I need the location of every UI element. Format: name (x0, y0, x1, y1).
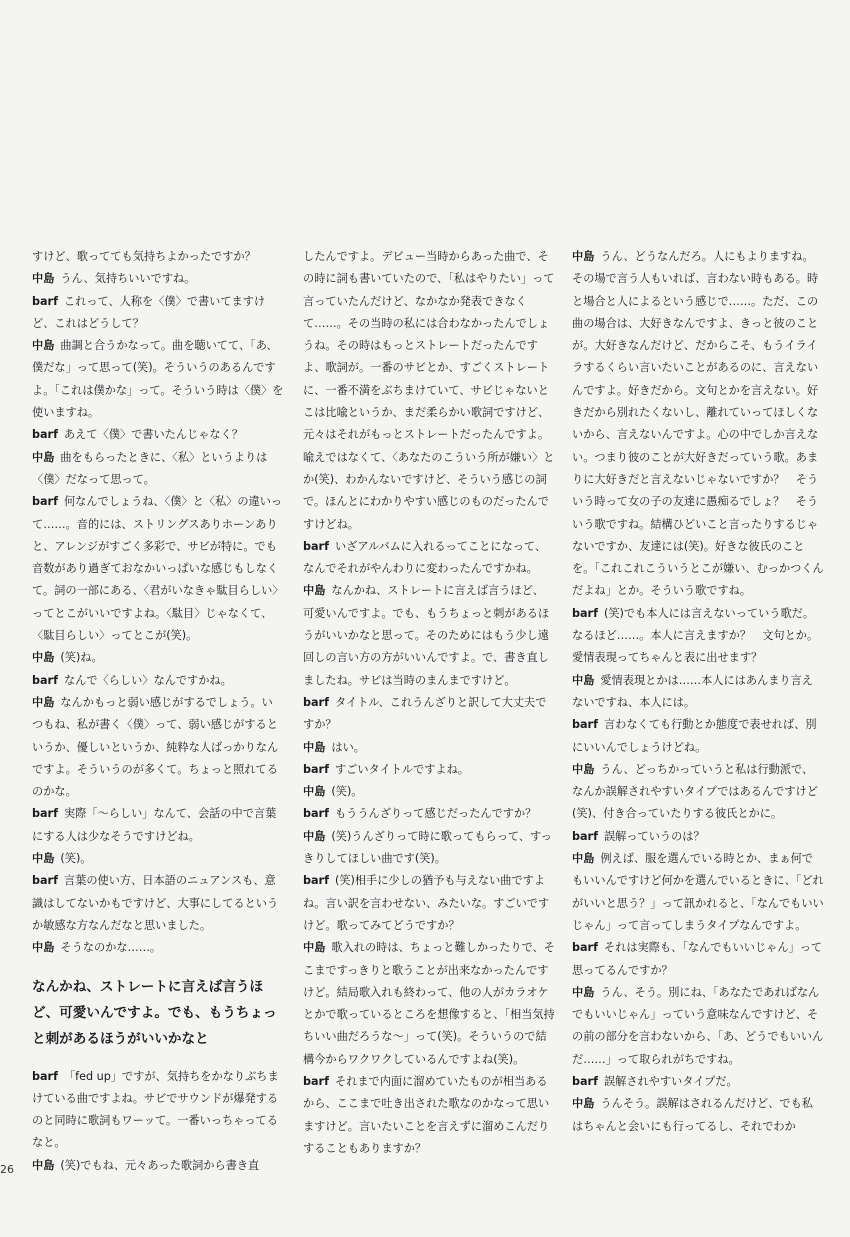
paragraph-text: 歌入れの時は、ちょっと難しかったりで、そこまですっきりと歌うことが出来なかったんですけど。結局歌入れも終わって、他の人がカラオケとかで歌っているところを想像すると、「相当気持ちいい曲だろうな～」って(笑)。そういうので結構今からワクワクしているんですよね(笑)。 (303, 941, 555, 1066)
speaker-label: 中島 (32, 272, 55, 286)
speaker-label: barf (572, 1074, 598, 1088)
text-column-1 (32, 246, 284, 1177)
interview-paragraph (572, 982, 824, 1071)
paragraph-text: うん、気持ちいいですね。 (60, 272, 196, 286)
speaker-label: barf (32, 673, 58, 687)
paragraph-text: 言葉の使い方、日本語のニュアンスも、意識はしてないかもですけど、大事にしてるというか敏感な方なんだなと思いました。 (32, 874, 279, 932)
interview-paragraph (572, 937, 824, 982)
paragraph-text: なんかね、ストレートに言えば言うほど、可愛いんですよ。でも、もうちょっと刺があるほうがいいかなと思って。そのためにはもう少し遠回しの言い方の方がいいんですよ。で、書き直しましたね。サビは当時のまんまですけど。 (303, 584, 550, 687)
paragraph-text: 愛情表現とかは……本人にはあんまり言えないですね、本人には。 (572, 673, 813, 709)
interview-paragraph (32, 670, 284, 692)
paragraph-text: (笑)でもね、元々あった歌詞から書き直 (60, 1158, 260, 1172)
interview-paragraph (572, 603, 824, 670)
interview-paragraph (572, 759, 824, 826)
paragraph-text: (笑)でも本人には言えないっていう歌だ。なるほど……。本人に言えますか？ 文句とか。愛情表現ってちゃんと表に出せます？ (572, 606, 819, 665)
paragraph-text: そうなのかな……。 (60, 941, 162, 955)
text-column-3 (572, 246, 824, 1138)
interview-paragraph (303, 692, 555, 737)
paragraph-text: 実際「～らしい」なんて、会話の中で言葉にする人は少なそうですけどね。 (32, 807, 277, 843)
speaker-label: 中島 (303, 785, 326, 799)
interview-paragraph (32, 424, 284, 446)
interview-paragraph (303, 781, 555, 803)
speaker-label: 中島 (303, 941, 326, 955)
paragraph-text: 言わなくても行動とか態度で表せれば、別にいいんでしょうけどね。 (572, 718, 817, 754)
paragraph-text: 曲調と合うかなって。曲を聴いてて、「あ、僕だな」って思って(笑)。そういうのあるんですよ。「これは僕かな」って。そういう時は〈僕〉を使いますね。 (32, 339, 284, 420)
interview-paragraph (32, 268, 284, 290)
speaker-label: barf (32, 294, 58, 308)
page-number: 26 (0, 1163, 14, 1176)
interview-paragraph (303, 536, 555, 581)
speaker-label: barf (303, 874, 329, 888)
speaker-label: barf (572, 829, 598, 843)
interview-paragraph (303, 803, 555, 825)
speaker-label: 中島 (32, 651, 55, 665)
interview-paragraph (572, 826, 824, 848)
interview-paragraph (32, 848, 284, 870)
speaker-label: 中島 (572, 673, 595, 687)
speaker-label: 中島 (32, 852, 55, 866)
interview-paragraph (572, 1071, 824, 1093)
interview-paragraph (32, 447, 284, 492)
paragraph-text: 例えば、服を選んでいる時とか、まぁ何でもいいんですけど何かを選んでいるときに、「どれがいいと思う？」って訊かれると、「なんでもいいじゃん」って言ってしまうタイプなんですよ。 (572, 852, 824, 932)
paragraph-text: (笑)ね。 (60, 651, 103, 665)
interview-paragraph (303, 580, 555, 691)
speaker-label: barf (32, 495, 58, 509)
interview-paragraph (32, 803, 284, 848)
interview-paragraph (303, 1071, 555, 1160)
paragraph-text: うん、そう。別にね、「あなたであればなんでもいいじゃん」っていう意味なんですけど、その前の部分を言わないから、「あ、どうでもいいんだ……」って取られがちですね。 (572, 985, 824, 1066)
paragraph-text: これって、人称を〈僕〉で書いてますけど、これはどうして？ (32, 294, 266, 330)
paragraph-text: なんで〈らしい〉なんですかね。 (63, 673, 232, 687)
interview-paragraph (32, 937, 284, 959)
interview-paragraph (572, 1093, 824, 1138)
paragraph-text: うん、どっちかっていうと私は行動派で、なんか誤解されやすいタイプではあるんですけど(笑)、付き合っていたりする彼氏とかに。 (572, 762, 818, 821)
speaker-label: barf (303, 1074, 329, 1088)
speaker-label: barf (32, 807, 58, 821)
speaker-label: barf (32, 874, 58, 888)
interview-paragraph (32, 647, 284, 669)
interview-paragraph (572, 670, 824, 715)
speaker-label: barf (572, 606, 598, 620)
paragraph-text: すけど、歌ってても気持ちよかったですか？ (32, 250, 256, 263)
interview-paragraph (303, 246, 555, 536)
paragraph-text: うん、どうなんだろ。人にもよりますね。その場で言う人もいれば、言わない時もある。時と場合と人によるという感じで……。ただ、この曲の場合は、大好きなんですよ、きっと彼のことが。大好きなんだけど、だからこそ、もうイライラするくらい言いたいことがあるのに、言えないんですよ。好きだから。文句とかを言えない。好きだから別れたくないし、離れていってほしくないから、言えないんですよ。心の中でしか言えない。つまり彼のことが大好きだっていう歌。あまりに大好きだと言えないじゃないですか？ そういう時って女の子の友達に愚痴るでしょ？ そういう歌ですね。結構ひどいこと言ったりするじゃないですか、友達には(笑)。好きな彼氏のことを。「これこれこういうとこが嫌い、むっかつくんだよね」とか。そういう歌ですね。 (572, 250, 824, 598)
paragraph-text: あえて〈僕〉で書いたんじゃなく？ (63, 428, 243, 442)
paragraph-text: うんそう。誤解はされるんだけど、でも私はちゃんと会いにも行ってるし、それでわか (572, 1097, 813, 1133)
paragraph-text: それまで内面に溜めていたものが相当あるから、ここまで吐き出された歌なのかなって思いますけど。言いたいことを言えずに溜めこんだりすることもありますか？ (303, 1074, 550, 1155)
speaker-label: barf (303, 807, 329, 821)
speaker-label: 中島 (303, 829, 326, 843)
interview-paragraph (32, 1155, 284, 1177)
text-column-2 (303, 246, 555, 1160)
interview-paragraph (32, 692, 284, 803)
interview-paragraph (32, 291, 284, 336)
speaker-label: 中島 (32, 941, 55, 955)
speaker-label: 中島 (32, 695, 55, 709)
speaker-label: 中島 (32, 1158, 55, 1172)
interview-paragraph (572, 714, 824, 759)
interview-paragraph (32, 870, 284, 937)
paragraph-text: もううんざりって感じだったんですか？ (334, 807, 537, 821)
interview-paragraph (303, 937, 555, 1071)
paragraph-text: なんかもっと弱い感じがするでしょう。いつもね、私が書く〈僕〉って、弱い感じがするというか、優しいというか、純粋な人ばっかりなんですよ。そういうのが多くて。ちょっと照れてるのかな。 (32, 695, 279, 799)
speaker-label: 中島 (572, 985, 595, 999)
paragraph-text: (笑)。 (60, 852, 92, 866)
speaker-label: barf (572, 941, 598, 955)
speaker-label: 中島 (572, 762, 595, 776)
interview-paragraph (303, 870, 555, 937)
paragraph-text: はい。 (331, 740, 365, 754)
speaker-label: 中島 (572, 1097, 595, 1111)
speaker-label: barf (572, 718, 598, 732)
paragraph-text: (笑)。 (331, 785, 363, 799)
speaker-label: barf (32, 428, 58, 442)
speaker-label: 中島 (32, 450, 55, 464)
interview-paragraph (303, 759, 555, 781)
speaker-label: barf (303, 539, 329, 553)
paragraph-text: したんですよ。デビュー当時からあった曲で、その時に詞も書いていたので、「私はやりたい」って言っていたんだけど、なかなか発表できなくて……。その当時の私には合わなかったんでしょうね。その時はもっとストレートだったんですよ、歌詞が。一番のサビとか、すごくストレートに、一番不満をぶちまけていて、サビじゃないとこは比喩というか、まだ柔らかい歌詞ですけど、元々はそれがもっとストレートだったんですよ。喩えではなくて、〈あなたのこういう所が嫌い〉とか(笑)、わかんないですけど、そういう感じの詞で。ほんとにわかりやすい感じのものだったんですけどね。 (303, 250, 555, 531)
interview-paragraph (32, 335, 284, 424)
paragraph-text: 誤解っていうのは？ (603, 829, 705, 843)
paragraph-text: 何なんでしょうね、〈僕〉と〈私〉の違いって……。音的には、ストリングスありホーンありと、アレンジがすごく多彩で、サビが特に。でも音数があり過ぎておなかいっぱいな感じもしなくて。詞の一部にある、〈君がいなきゃ駄目らしい〉ってとこがいいですよね。〈駄目〉じゃなくて、〈駄目らしい〉ってとこが(笑)。 (32, 495, 284, 643)
speaker-label: 中島 (32, 339, 55, 353)
paragraph-text: 「fed up」ですが、気持ちをかなりぶちまけている曲ですよね。サビでサウンドが爆発するのと同時に歌詞もワーッて。一番いっちゃってるなと。 (32, 1069, 279, 1150)
speaker-label: 中島 (572, 250, 595, 263)
interview-paragraph (572, 246, 824, 603)
paragraph-text: 曲をもらったときに、〈私〉というよりは〈僕〉だなって思って。 (32, 450, 268, 486)
speaker-label: barf (303, 695, 329, 709)
paragraph-text: それは実際も、「なんでもいいじゃん」って思ってるんですか？ (572, 941, 823, 977)
speaker-label: 中島 (303, 740, 326, 754)
interview-paragraph (32, 491, 284, 647)
pull-quote: なんかね、ストレートに言えば言うほど、可愛いんですよ。でも、もうちょっと刺があるほうがいいかなと (32, 978, 277, 1047)
interview-paragraph (32, 1066, 284, 1155)
interview-paragraph (572, 848, 824, 937)
speaker-label: barf (32, 1069, 58, 1083)
interview-paragraph (303, 826, 555, 871)
speaker-label: 中島 (572, 852, 595, 866)
interview-paragraph (32, 246, 284, 268)
interview-paragraph (303, 737, 555, 759)
paragraph-text: タイトル、これうんざりと訳して大丈夫ですか？ (303, 695, 547, 732)
speaker-label: 中島 (303, 584, 326, 598)
paragraph-text: (笑)相手に少しの猶予も与えない曲ですよね。言い訳を言わせない、みたいな。すごいですけど。歌ってみてどうですか？ (303, 874, 550, 932)
paragraph-text: いざアルバムに入れるってことになって、なんでそれがやんわりに変わったんですかね。 (303, 539, 547, 576)
speaker-label: barf (303, 762, 329, 776)
paragraph-text: (笑)うんざりって時に歌ってもらって、すっきりしてほしい曲です(笑)。 (303, 829, 552, 866)
paragraph-text: 誤解されやすいタイプだ。 (603, 1074, 738, 1088)
paragraph-text: すごいタイトルですよね。 (334, 762, 469, 776)
